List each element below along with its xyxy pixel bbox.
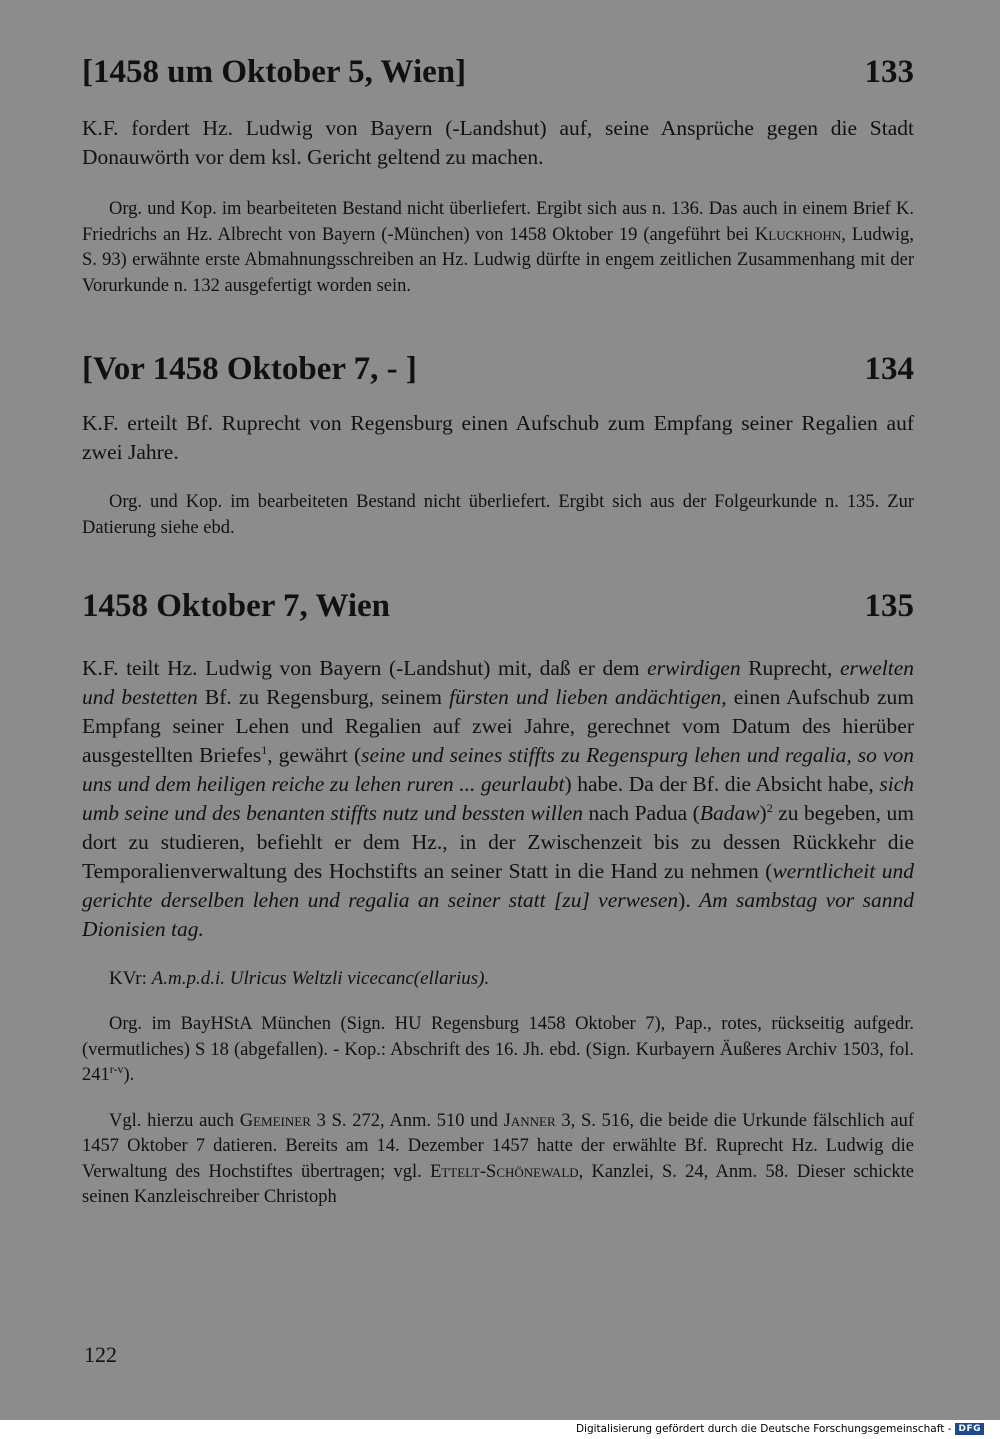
dating-clause: Am sambstag vor sannd Dionisien tag.	[82, 888, 914, 941]
entry-number: 134	[864, 351, 914, 387]
entry-date-place: [1458 um Oktober 5, Wien]	[82, 54, 467, 90]
quotation: werntlicheit und gerichte derselben lehen und regalia an seiner statt [zu] verwesen	[82, 859, 914, 912]
quotation: fürsten und lieben andächtigen,	[449, 685, 727, 709]
author-reference: Gemeiner	[239, 1110, 311, 1131]
entry-regest: K.F. fordert Hz. Ludwig von Bayern (-Landshut) auf, seine Ansprüche gegen die Stadt Donauwörth vor dem ksl. Gericht geltend zu machen.	[82, 116, 914, 169]
entry-regest	[82, 654, 914, 944]
regest-text: )	[759, 801, 767, 825]
entry-note: Org. und Kop. im bearbeiteten Bestand nicht überliefert. Ergibt sich aus der Folgeurkunde n. 135. Zur Datierung siehe ebd.	[82, 492, 914, 538]
dfg-logo: DFG	[955, 1423, 984, 1435]
note-text: Vgl. hierzu auch	[109, 1110, 240, 1131]
note-text: , Ludwig, S. 93) erwähnte erste Abmahnungsschreiben an Hz. Ludwig dürfte in engem zeitlichen Zusammenhang mit der Vorurkunde n. 132 ausgefertigt worden sein.	[82, 224, 914, 296]
entry-heading	[82, 586, 914, 626]
regest-text: , gewährt (	[267, 743, 362, 767]
author-reference: Kluckhohn	[754, 224, 842, 245]
regest-text: einen Aufschub zum Empfang seiner Lehen und Regalien auf zwei Jahre, gerechnet vom Datum des hierüber ausgestellten Briefes	[82, 685, 914, 767]
quotation: Badaw	[699, 801, 760, 825]
entry-note	[82, 197, 914, 299]
regest-text: K.F. teilt Hz. Ludwig von Bayern (-Landshut) mit, daß er dem	[82, 656, 648, 680]
quotation: erwirdigen	[647, 656, 741, 680]
digitization-footer	[576, 1421, 984, 1437]
entry-regest: K.F. erteilt Bf. Ruprecht von Regensburg einen Aufschub zum Empfang seiner Regalien auf zwei Jahre.	[82, 411, 914, 464]
quotation: seine und seines stiffts zu Regenspurg lehen und regalia, so von uns und dem heiligen reiche zu lehen ruren ... geurlaubt	[82, 743, 915, 796]
regest-text: ).	[678, 888, 700, 912]
footer-credit: Digitalisierung gefördert durch die Deutsche Forschungsgemeinschaft -	[575, 1423, 952, 1435]
entry-date-place: 1458 Oktober 7, Wien	[82, 588, 391, 624]
entry-date-place: [Vor 1458 Oktober 7, - ]	[82, 351, 417, 387]
folio-superscript: r-v	[109, 1061, 124, 1076]
page-content	[82, 52, 914, 1211]
quotation: sich umb seine und des benanten stiffts nutz und bessten willen	[82, 772, 914, 825]
chancery-note	[82, 966, 914, 992]
page-number: 122	[84, 1342, 117, 1367]
regest-text: ) habe. Da der Bf. die Absicht habe,	[564, 772, 880, 796]
note-text: 3, S. 516, die beide die Urkunde fälschlich auf 1457 Oktober 7 datieren. Bereits am 14. Dezember 1457 hatte der erwählte Bf. Ruprecht Hz. Ludwig die Verwaltung des Hochstiftes übertragen; vgl.	[82, 1110, 914, 1182]
note-text: ).	[123, 1065, 135, 1085]
regest-text: zu begeben, um dort zu studieren, befiehlt er dem Hz., in der Zwischenzeit bis zu dessen Rückkehr die Temporalienverwaltung des Hochstifts an seiner Statt in die Hand zu nehmen (	[82, 801, 914, 883]
regest-text: Bf. zu Regensburg, seinem	[197, 685, 450, 709]
commentary-note	[82, 1109, 914, 1211]
author-reference: Janner	[503, 1110, 556, 1131]
quotation: erwelten und bestetten	[82, 656, 914, 709]
entry-number: 133	[864, 54, 914, 90]
author-reference: Ettelt-Schönewald	[430, 1161, 579, 1182]
note-text: 3 S. 272, Anm. 510 und	[310, 1110, 504, 1131]
footnote-marker[interactable]: 1	[261, 742, 268, 757]
note-text: , Kanzlei, S. 24, Anm. 58. Dieser schickte seinen Kanzleischreiber Christoph	[82, 1161, 914, 1207]
entry-heading	[82, 349, 914, 389]
tradition-note	[82, 1012, 914, 1089]
chancery-note-label: KVr:	[109, 968, 152, 989]
chancery-note-text: A.m.p.d.i. Ulricus Weltzli vicecanc(ellarius).	[151, 968, 490, 989]
note-text: Org. im BayHStA München (Sign. HU Regensburg 1458 Oktober 7), Pap., rotes, rückseitig aufgedr. (vermutliches) S 18 (abgefallen). - Kop.: Abschrift des 16. Jh. ebd. (Sign. Kurbayern Äußeres Archiv 1503, fol. 241	[82, 1014, 914, 1085]
entry-heading	[82, 52, 914, 92]
regest-text: nach Padua (	[583, 801, 700, 825]
footnote-marker[interactable]: 2	[766, 800, 773, 815]
entry-number: 135	[864, 588, 914, 624]
regest-text: Ruprecht,	[740, 656, 840, 680]
note-text: Org. und Kop. im bearbeiteten Bestand nicht überliefert. Ergibt sich aus n. 136. Das auch in einem Brief K. Friedrichs an Hz. Albrecht von Bayern (-München) von 1458 Oktober 19 (angeführt bei	[82, 199, 914, 245]
